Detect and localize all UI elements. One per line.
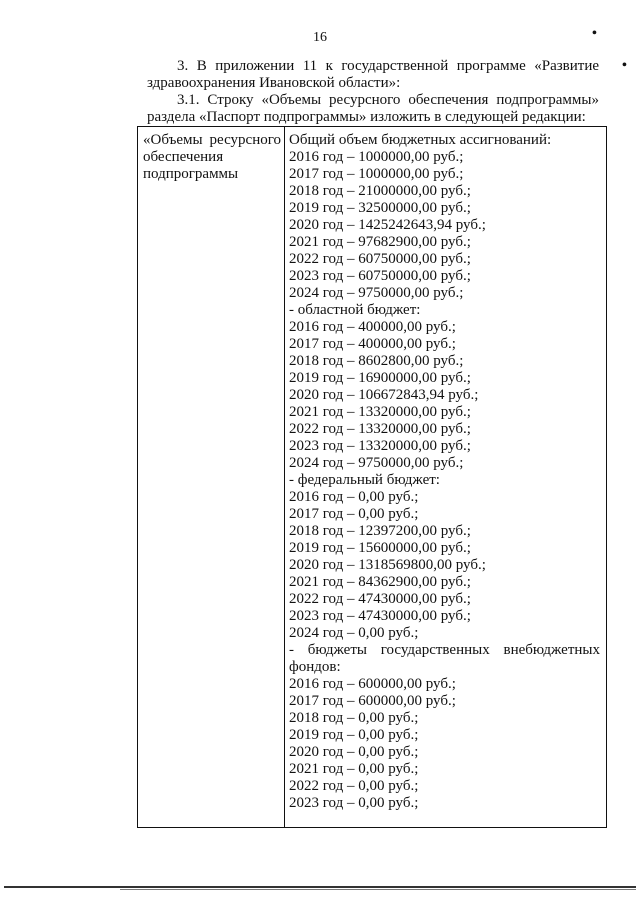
budget-line: 2016 год – 600000,00 руб.; <box>289 676 456 692</box>
paragraph-3-1-line-1: 3.1. Строку «Объемы ресурсного обеспечения подпрограммы» <box>177 92 599 108</box>
left-cell-line: подпрограммы <box>143 166 239 182</box>
scan-dot: • <box>592 26 597 41</box>
budget-line: 2021 год – 97682900,00 руб.; <box>289 234 471 250</box>
budget-line: 2021 год – 13320000,00 руб.; <box>289 404 471 420</box>
budget-line: 2023 год – 13320000,00 руб.; <box>289 438 471 454</box>
page-number: 16 <box>313 30 327 45</box>
budget-line: 2017 год – 600000,00 руб.; <box>289 693 456 709</box>
budget-line: 2022 год – 0,00 руб.; <box>289 778 419 794</box>
budget-line: 2019 год – 15600000,00 руб.; <box>289 540 471 556</box>
funds-heading-word: внебюджетных <box>503 642 600 658</box>
budget-line: 2022 год – 13320000,00 руб.; <box>289 421 471 437</box>
funds-heading-word: - <box>289 642 294 658</box>
budget-line: 2016 год – 0,00 руб.; <box>289 489 419 505</box>
budget-line: 2019 год – 32500000,00 руб.; <box>289 200 471 216</box>
budget-line: 2019 год – 0,00 руб.; <box>289 727 419 743</box>
budget-line: Общий объем бюджетных ассигнований: <box>289 132 552 148</box>
scan-bottom-line <box>4 886 636 888</box>
budget-line: 2017 год – 0,00 руб.; <box>289 506 419 522</box>
budget-line: 2020 год – 0,00 руб.; <box>289 744 419 760</box>
budget-line: 2022 год – 60750000,00 руб.; <box>289 251 471 267</box>
funds-heading-cont: фондов: <box>289 659 341 675</box>
table-right-cell <box>285 127 606 827</box>
left-cell-line: обеспечения <box>143 149 224 165</box>
budget-line: 2020 год – 1318569800,00 руб.; <box>289 557 486 573</box>
resources-table <box>137 126 607 828</box>
budget-line: 2016 год – 400000,00 руб.; <box>289 319 456 335</box>
budget-line: 2023 год – 47430000,00 руб.; <box>289 608 471 624</box>
left-cell-line: «Объемы ресурсного <box>143 132 281 148</box>
budget-line: 2024 год – 9750000,00 руб.; <box>289 285 464 301</box>
budget-line: 2019 год – 16900000,00 руб.; <box>289 370 471 386</box>
budget-line: 2016 год – 1000000,00 руб.; <box>289 149 464 165</box>
budget-line: 2018 год – 21000000,00 руб.; <box>289 183 471 199</box>
scan-dot: • <box>622 58 627 73</box>
budget-line: 2021 год – 84362900,00 руб.; <box>289 574 471 590</box>
budget-line: 2018 год – 12397200,00 руб.; <box>289 523 471 539</box>
paragraph-3-line-1: 3. В приложении 11 к государственной программе «Развитие <box>177 58 599 74</box>
funds-heading-word: государственных <box>380 642 490 658</box>
budget-line: 2018 год – 8602800,00 руб.; <box>289 353 464 369</box>
budget-line: 2020 год – 1425242643,94 руб.; <box>289 217 486 233</box>
table-left-cell <box>138 127 285 827</box>
budget-line: 2017 год – 1000000,00 руб.; <box>289 166 464 182</box>
budget-line: 2020 год – 106672843,94 руб.; <box>289 387 479 403</box>
paragraph-3-line-2: здравоохранения Ивановской области»: <box>147 75 401 91</box>
budget-line: 2018 год – 0,00 руб.; <box>289 710 419 726</box>
paragraph-3-1-line-2: раздела «Паспорт подпрограммы» изложить в следующей редакции: <box>147 109 586 125</box>
budget-line: - федеральный бюджет: <box>289 472 440 488</box>
budget-line: 2021 год – 0,00 руб.; <box>289 761 419 777</box>
funds-heading <box>289 642 600 659</box>
budget-line: 2017 год – 400000,00 руб.; <box>289 336 456 352</box>
budget-line: 2024 год – 0,00 руб.; <box>289 625 419 641</box>
funds-heading-word: бюджеты <box>307 642 367 658</box>
budget-line: - областной бюджет: <box>289 302 421 318</box>
budget-line: 2022 год – 47430000,00 руб.; <box>289 591 471 607</box>
budget-line: 2023 год – 0,00 руб.; <box>289 795 419 811</box>
scan-bottom-line-faint <box>120 889 636 890</box>
budget-line: 2023 год – 60750000,00 руб.; <box>289 268 471 284</box>
budget-line: 2024 год – 9750000,00 руб.; <box>289 455 464 471</box>
